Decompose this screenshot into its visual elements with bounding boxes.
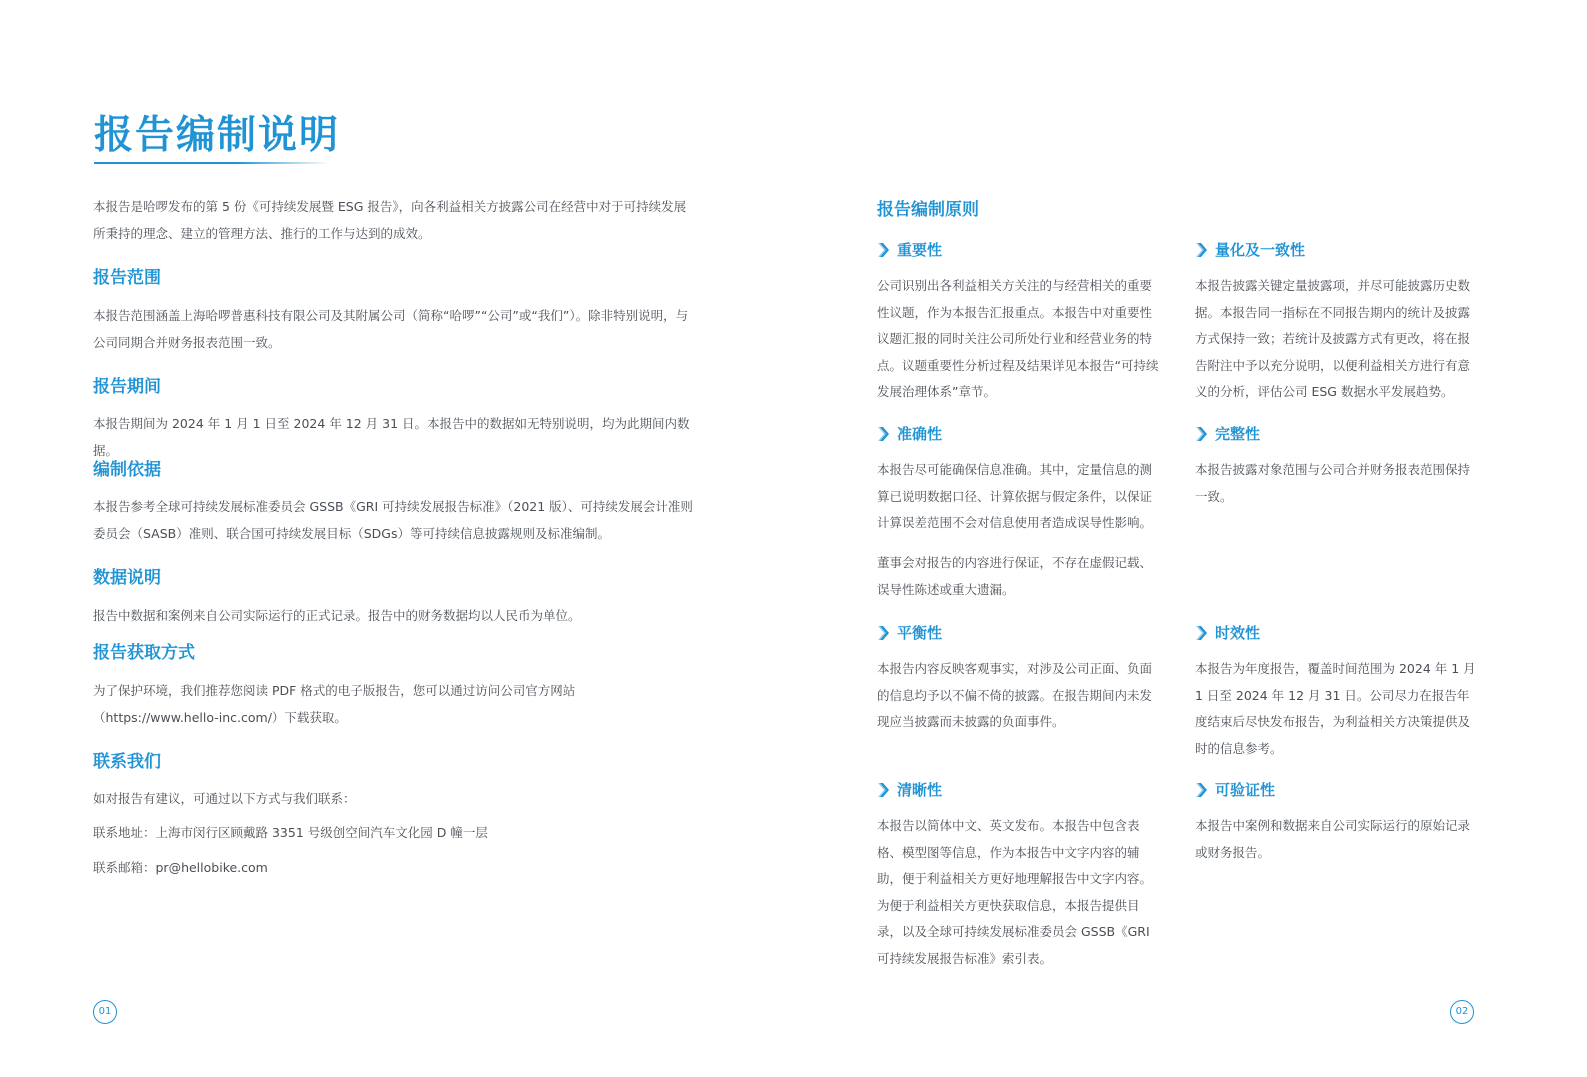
principle-accuracy-text-board: 董事会对报告的内容进行保证，不存在虚假记载、误导性陈述或重大遗漏。 [877, 555, 1153, 597]
section-heading-period: 报告期间 [93, 377, 161, 397]
section-text-access: 为了保护环境，我们推荐您阅读 PDF 格式的电子版报告，您可以通过访问公司官方网站（https://www.hello-inc.com/）下载获取。 [93, 683, 576, 725]
page-number-left: 01 [93, 1000, 117, 1024]
section-heading-data: 数据说明 [93, 568, 161, 588]
chevron-right-icon [1195, 626, 1207, 640]
principle-quantify-title: 量化及一致性 [1215, 241, 1306, 259]
principle-accuracy-heading [877, 424, 942, 444]
section-heading-contact: 联系我们 [93, 752, 161, 772]
principle-verifiability-text: 本报告中案例和数据来自公司实际运行的原始记录或财务报告。 [1195, 818, 1471, 860]
contact-intro: 如对报告有建议，可通过以下方式与我们联系： [93, 791, 356, 806]
title-underline [94, 162, 330, 164]
principle-quantify-text: 本报告披露关键定量披露项，并尽可能披露历史数据。本报告同一指标在不同报告期内的统计及披露方式保持一致；若统计及披露方式有更改，将在报告附注中予以充分说明，以便利益相关方进行有意义的分析，评估公司 ESG 数据水平发展趋势。 [1195, 278, 1471, 399]
principle-completeness-text: 本报告披露对象范围与公司合并财务报表范围保持一致。 [1195, 462, 1471, 504]
section-heading-access: 报告获取方式 [93, 643, 195, 663]
principle-accuracy-title: 准确性 [897, 425, 943, 443]
section-heading-basis: 编制依据 [93, 460, 161, 480]
page-title: 报告编制说明 [94, 113, 341, 158]
principle-clarity-title: 清晰性 [897, 781, 943, 799]
page-number-right: 02 [1450, 1000, 1474, 1024]
principle-verifiability-title: 可验证性 [1215, 781, 1276, 799]
chevron-right-icon [877, 243, 889, 257]
principle-balance-heading [877, 623, 942, 643]
intro-paragraph: 本报告是哈啰发布的第 5 份《可持续发展暨 ESG 报告》，向各利益相关方披露公司在经营中对于可持续发展所秉持的理念、建立的管理方法、推行的工作与达到的成效。 [93, 199, 687, 241]
principle-timeliness-text: 本报告为年度报告，覆盖时间范围为 2024 年 1 月 1 日至 2024 年 12 月 31 日。公司尽力在报告年度结束后尽快发布报告，为利益相关方决策提供及时的信息参考。 [1195, 661, 1476, 756]
section-text-data: 报告中数据和案例来自公司实际运行的正式记录。报告中的财务数据均以人民币为单位。 [93, 608, 581, 623]
principle-verifiability-heading [1195, 780, 1275, 800]
section-text-scope: 本报告范围涵盖上海哈啰普惠科技有限公司及其附属公司（简称“哈啰”“公司”或“我们”）。除非特别说明，与公司同期合并财务报表范围一致。 [93, 308, 689, 350]
contact-address: 联系地址：上海市闵行区顾戴路 3351 号级创空间汽车文化园 D 幢一层 [93, 825, 488, 840]
principle-clarity-heading [877, 780, 942, 800]
chevron-right-icon [877, 626, 889, 640]
principle-completeness-heading [1195, 424, 1260, 444]
principle-timeliness-heading [1195, 623, 1260, 643]
chevron-right-icon [1195, 427, 1207, 441]
principle-importance-text: 公司识别出各利益相关方关注的与经营相关的重要性议题，作为本报告汇报重点。本报告中对重要性议题汇报的同时关注公司所处行业和经营业务的特点。议题重要性分析过程及结果详见本报告“可持续发展治理体系”章节。 [877, 278, 1159, 399]
chevron-right-icon [877, 427, 889, 441]
section-text-basis: 本报告参考全球可持续发展标准委员会 GSSB《GRI 可持续发展报告标准》（2021 版）、可持续发展会计准则委员会（SASB）准则、联合国可持续发展目标（SDGs）等可持续信息披露规则及标准编制。 [93, 499, 693, 541]
principle-importance-heading [877, 240, 942, 260]
section-text-period: 本报告期间为 2024 年 1 月 1 日至 2024 年 12 月 31 日。本报告中的数据如无特别说明，均为此期间内数据。 [93, 416, 690, 458]
chevron-right-icon [1195, 783, 1207, 797]
principle-accuracy-text: 本报告尽可能确保信息准确。其中，定量信息的测算已说明数据口径、计算依据与假定条件，以保证计算误差范围不会对信息使用者造成误导性影响。 [877, 462, 1153, 530]
chevron-right-icon [1195, 243, 1207, 257]
principle-clarity-text: 本报告以简体中文、英文发布。本报告中包含表格、模型图等信息，作为本报告中文字内容的辅助，便于利益相关方更好地理解报告中文字内容。为便于利益相关方更快获取信息，本报告提供目录，以及全球可持续发展标准委员会 GSSB《GRI 可持续发展报告标准》索引表。 [877, 818, 1153, 966]
principle-balance-text: 本报告内容反映客观事实，对涉及公司正面、负面的信息均予以不偏不倚的披露。在报告期间内未发现应当披露而未披露的负面事件。 [877, 661, 1153, 729]
principles-heading: 报告编制原则 [877, 200, 979, 220]
section-heading-scope: 报告范围 [93, 268, 161, 288]
principle-importance-title: 重要性 [897, 241, 943, 259]
principle-timeliness-title: 时效性 [1215, 624, 1261, 642]
contact-email[interactable]: 联系邮箱：pr@hellobike.com [93, 860, 268, 875]
chevron-right-icon [877, 783, 889, 797]
principle-completeness-title: 完整性 [1215, 425, 1261, 443]
principle-balance-title: 平衡性 [897, 624, 943, 642]
principle-quantify-heading [1195, 240, 1305, 260]
